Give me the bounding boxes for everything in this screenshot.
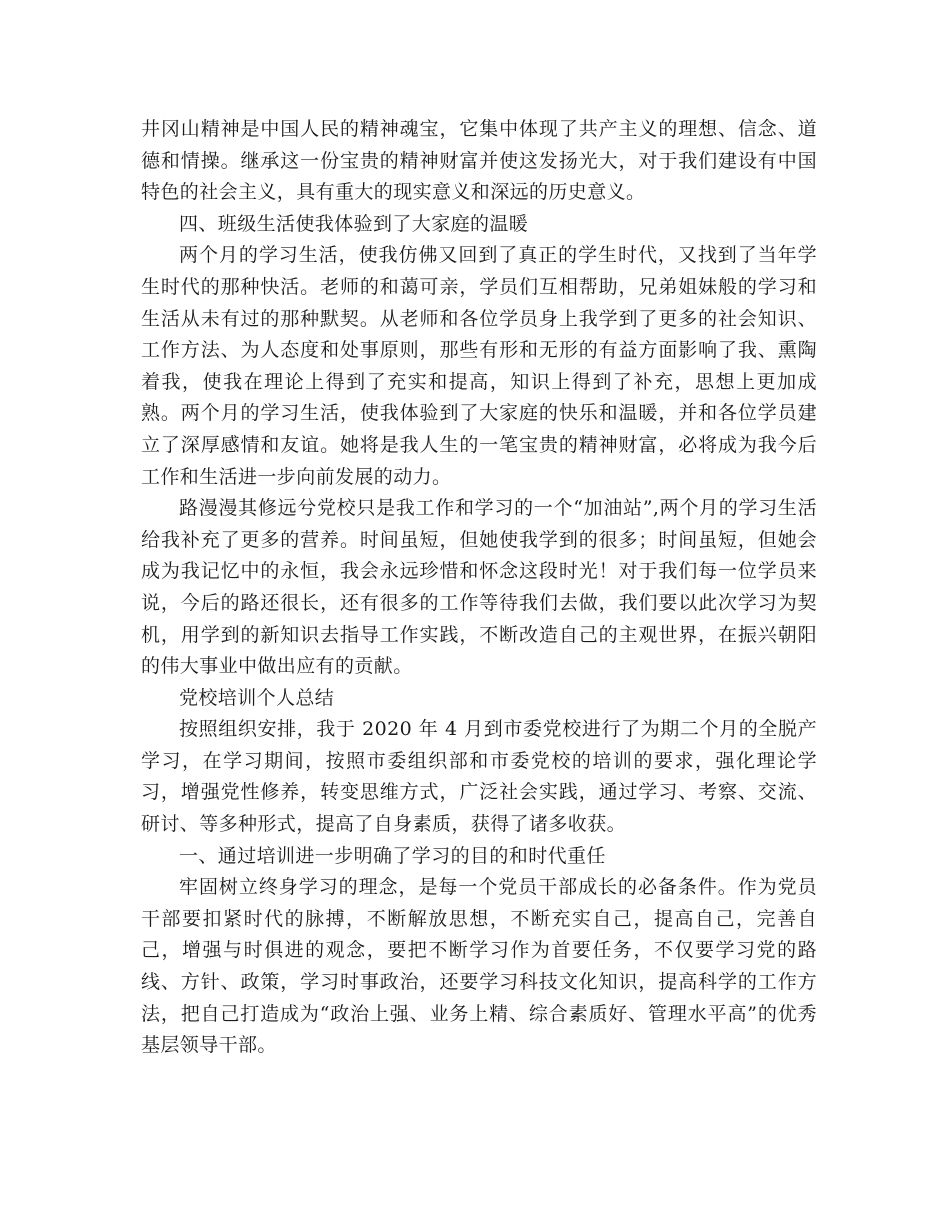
section-heading-purpose: 一、通过培训进一步明确了学习的目的和时代重任 (179, 844, 606, 867)
paragraph-class-life: 两个月的学习生活，使我仿佛又回到了真正的学生时代，又找到了当年学生时代的那种快活。老师的和蔼可亲，学员们互相帮助，兄弟姐妹般的学习和生活从未有过的那种默契。从老师和各位学员身上我学到了更多的社会知识、工作方法、为人态度和处事原则，那些有形和无形的有益方面影响了我、熏陶着我，使我在理论上得到了充实和提高，知识上得到了补充，思想上更加成熟。两个月的学习生活，使我体验到了大家庭的快乐和温暖，并和各位学员建立了深厚感情和友谊。她将是我人生的一笔宝贵的精神财富，必将成为我今后工作和生活进一步向前发展的动力。 (141, 244, 817, 488)
section-heading-class-life: 四、班级生活使我体验到了大家庭的温暖 (179, 212, 529, 235)
paragraph-continuation: 井冈山精神是中国人民的精神魂宝，它集中体现了共产主义的理想、信念、道德和情操。继承这一份宝贵的精神财富并使这发扬光大，对于我们建设有中国特色的社会主义，具有重大的现实意义和深远的历史意义。 (141, 118, 817, 204)
paragraph-gas-station: 路漫漫其修远兮党校只是我工作和学习的一个“加油站”,两个月的学习生活给我补充了更多的营养。时间虽短，但她使我学到的很多；时间虽短，但她会成为我记忆中的永恒，我会永远珍惜和怀念这段时光！对于我们每一位学员来说，今后的路还很长，还有很多的工作等待我们去做，我们要以此次学习为契机，用学到的新知识去指导工作实践，不断改造自己的主观世界，在振兴朝阳的伟大事业中做出应有的贡献。 (141, 497, 817, 678)
document-title-summary: 党校培训个人总结 (179, 686, 335, 709)
paragraph-arrangement: 按照组织安排，我于 2020 年 4 月到市委党校进行了为期二个月的全脱产学习，在学习期间，按照市委组织部和市委党校的培训的要求，强化理论学习，增强党性修养，转变思维方式，广泛社会实践，通过学习、考察、交流、研讨、等多种形式，提高了自身素质，获得了诸多收获。 (141, 718, 817, 836)
document-body (141, 114, 817, 1062)
paragraph-lifelong-learning: 牢固树立终身学习的理念，是每一个党员干部成长的必备条件。作为党员干部要扣紧时代的脉搏，不断解放思想，不断充实自己，提高自己，完善自己，增强与时俱进的观念，要把不断学习作为首要任务，不仅要学习党的路线、方针、政策，学习时事政治，还要学习科技文化知识，提高科学的工作方法，把自己打造成为“政治上强、业务上精、综合素质好、管理水平高”的优秀基层领导干部。 (141, 876, 817, 1057)
